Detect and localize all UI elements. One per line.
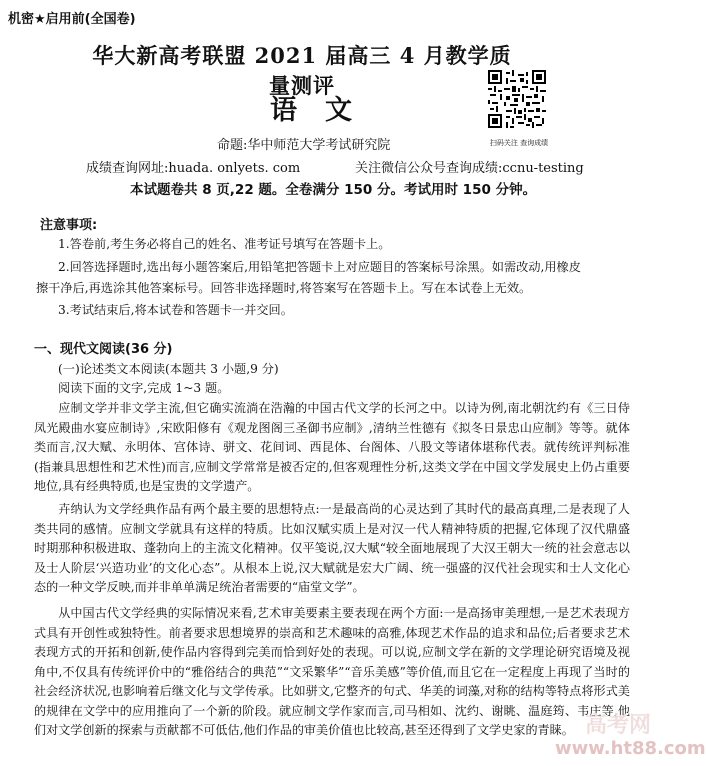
confidential-label: 机密★启用前(全国卷) bbox=[8, 12, 136, 27]
watermark: www.ht88.com bbox=[555, 738, 706, 759]
notice-heading: 注意事项: bbox=[40, 218, 98, 233]
watermark-brand: 高考网 bbox=[585, 713, 652, 738]
subject-title: 语文 bbox=[270, 95, 380, 126]
qr-code-icon bbox=[488, 70, 546, 128]
passage-paragraph: 卉纳认为文学经典作品有两个最主要的思想特点:一是最高尚的心灵达到了其时代的最高真理,二是表现了人类共同的感情。应制文学就具有这样的特质。比如汉赋实质上是对汉一代人精神特质的把握,它体现了汉代鼎盛时期那种积极进取、蓬勃向上的主流文化精神。仅平笺说,汉大赋“较全面地展现了大汉王朝大一统的社会意志以及士人阶层‘兴造功业’的文化心态”。从根本上说,汉大赋就是宏大广阔、统一强盛的汉代社会现实和士人文化心态的一种文学反映,而并非单单满足统治者需要的“庙堂文学”。 bbox=[34, 502, 630, 594]
notice-line: 3.考试结束后,将本试卷和答题卡一并交回。 bbox=[58, 303, 293, 317]
exam-title: 华大新高考联盟 2021 届高三 4 月教学质量测评 bbox=[92, 43, 512, 98]
qr-caption: 扫码关注 查询成绩 bbox=[489, 139, 549, 147]
notice-line: 1.答卷前,考生务必将自己的姓名、准考证号填写在答题卡上。 bbox=[58, 237, 391, 251]
notice-line: 2.回答选择题时,选出每小题答案后,用铅笔把答题卡上对应题目的答案标号涂黑。如需改动,用橡皮 bbox=[58, 260, 581, 274]
reading-instruction: 阅读下面的文字,完成 1~3 题。 bbox=[58, 381, 230, 395]
section-heading: 一、现代文阅读(36 分) bbox=[34, 342, 173, 357]
passage-paragraph: 应制文学并非文学主流,但它确实流淌在浩瀚的中国古代文学的长河之中。以诗为例,南北朝沈约有《三日侍凤光殿曲水宴应制诗》,宋欧阳修有《观龙图阁三圣御书应制》,清纳兰性德有《拟冬日景忠山应制》等等。就体类而言,汉大赋、永明体、宫体诗、骈文、花间词、西昆体、台阁体、八股文等诸体堪称代表。就传统评判标准(指兼具思想性和艺术性)而言,应制文学常常是被否定的,但客观理性分析,这类文学在中国文学发展史上仍占重要地位,具有经典特质,也是宝贵的文学遗产。 bbox=[34, 401, 630, 493]
author-line: 命题:华中师范大学考试研究院 bbox=[217, 138, 391, 153]
score-website: 成绩查询网址:huada. onlyets. com bbox=[86, 161, 301, 176]
wechat-account: 关注微信公众号查询成绩:ccnu-testing bbox=[355, 161, 584, 176]
passage-paragraph: 从中国古代文学经典的实际情况来看,艺术审美要素主要表现在两个方面:一是高扬审美理想,一是艺术表现方式具有开创性或独特性。前者要求思想境界的崇高和艺术趣味的高雅,体现艺术作品的追求和品位;后者要求艺术表现方式的开拓和创新,使作品内容得到完美而恰到好处的表现。可以说,应制文学在新的文学理论研究语境及视角中,不仅具有传统评价中的“雅俗结合的典范”“文采繁华”“音乐美感”等价值,而且它在一定程度上再现了当时的社会经济状况,也影响着后继文化与文学传承。比如骈文,它整齐的句式、华美的词藻,对称的结构等特点将形式美的规律在文学中的应用推向了一个新的阶段。就应制文学作家而言,司马相如、沈约、谢眺、温庭筠、韦庄等,他们对文学创新的探索与贡献都不可低估,他们作品的审美价值也比较高,甚至还得到了文学史家的青睐。 bbox=[34, 606, 630, 737]
subsection-heading: (一)论述类文本阅读(本题共 3 小题,9 分) bbox=[58, 362, 279, 376]
exam-info: 本试题卷共 8 页,22 题。全卷满分 150 分。考试用时 150 分钟。 bbox=[130, 182, 537, 198]
notice-line: 擦干净后,再选涂其他答案标号。回答非选择题时,将答案写在答题卡上。写在本试卷上无效。 bbox=[36, 281, 532, 295]
